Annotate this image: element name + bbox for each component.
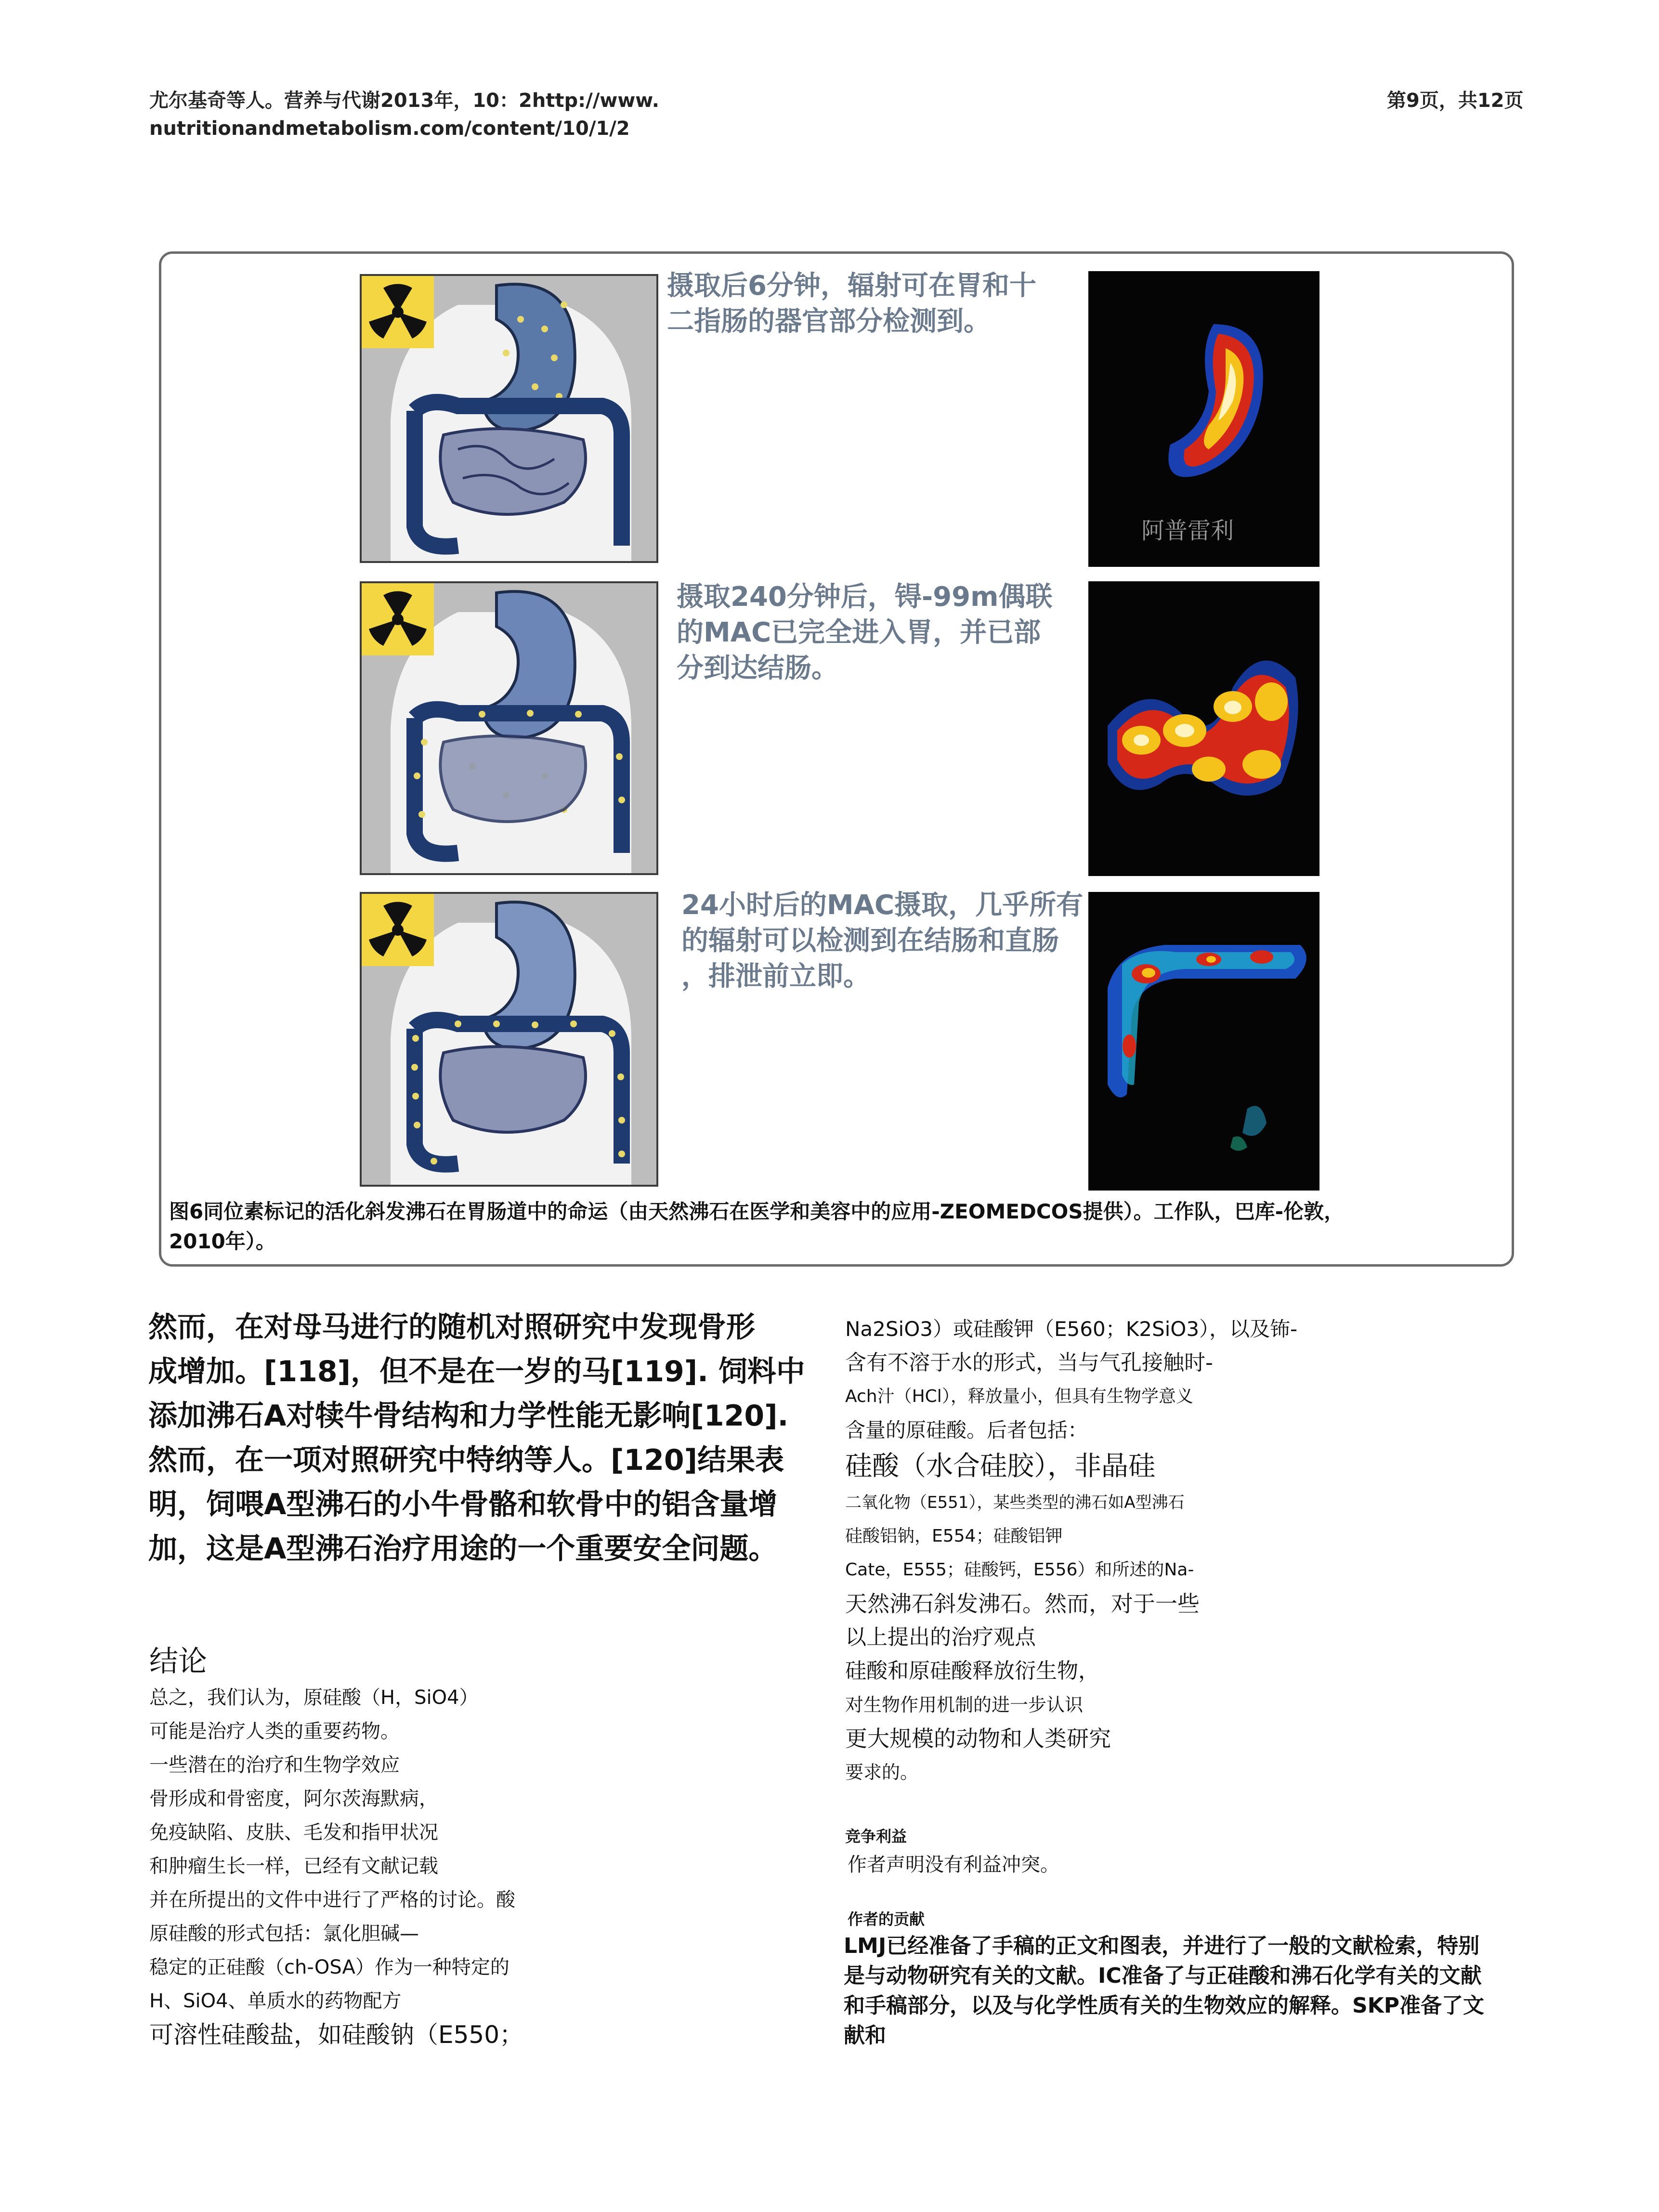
conclusion-line: 并在所提出的文件中进行了严格的讨论。酸: [149, 1889, 515, 1911]
paragraph-line: 成增加。[118]，但不是在一岁的马[119]. 饲料中: [148, 1355, 805, 1388]
paragraph-line: 添加沸石A对犊牛骨结构和力学性能无影响[120].: [148, 1399, 789, 1433]
conclusion-heading: 结论: [149, 1645, 207, 1678]
competing-interests-heading: 竞争利益: [845, 1827, 907, 1846]
panel-2-caption-line: 摄取240分钟后，锝-99m偶联: [677, 581, 1053, 613]
right-line: 硅酸铝钠，E554；硅酸铝钾: [845, 1526, 1063, 1546]
right-line: Ach汁（HCl），释放量小，但具有生物学意义: [845, 1387, 1193, 1406]
page-number: 第9页，共12页: [1387, 90, 1524, 112]
right-line: 硅酸（水合硅胶），非晶硅: [845, 1451, 1155, 1482]
conclusion-line: 原硅酸的形式包括：氯化胆碱—: [149, 1923, 419, 1945]
figure-caption-line: 2010年）。: [169, 1230, 276, 1253]
paragraph-line: 加，这是A型沸石治疗用途的一个重要安全问题。: [148, 1532, 778, 1566]
paragraph-line: 然而，在对母马进行的随机对照研究中发现骨形: [148, 1310, 755, 1344]
right-column-text: [845, 1312, 1297, 1789]
right-line: 天然沸石斜发沸石。然而，对于一些: [845, 1591, 1200, 1617]
paragraph-line: 然而，在一项对照研究中特纳等人。[120]结果表: [148, 1443, 784, 1477]
conclusion-line: 稳定的正硅酸（ch-OSA）作为一种特定的: [149, 1956, 509, 1978]
conclusion-line: H、SiO4、单质水的药物配方: [149, 1990, 402, 2012]
gi-tract-drawing: [362, 583, 656, 873]
citation-line-1: 尤尔基奇等人。营养与代谢2013年，10：2http://www.: [149, 90, 659, 112]
conclusion-line: 可溶性硅酸盐，如硅酸钠（E550；: [149, 2021, 524, 2049]
conclusion-text: [149, 1681, 523, 2052]
gi-tract-drawing: [362, 894, 656, 1185]
paragraph-line: 明，饲喂A型沸石的小牛骨骼和软骨中的铝含量增: [148, 1488, 778, 1521]
right-line: Cate，E555；硅酸钙，E556）和所述的Na-: [845, 1560, 1194, 1580]
panel-3-caption: [681, 888, 1083, 995]
right-line: 以上提出的治疗观点: [845, 1625, 1036, 1649]
conclusion-line: 可能是治疗人类的重要药物。: [149, 1720, 400, 1742]
contrib-line: 献和: [844, 2023, 886, 2048]
scan-label: 阿普雷利: [1141, 517, 1234, 544]
right-line: 要求的。: [845, 1762, 919, 1783]
conclusion-line: 一些潜在的治疗和生物学效应: [149, 1754, 400, 1776]
gi-illustration-6min: [360, 274, 658, 563]
citation-header: [149, 87, 659, 143]
figure-caption: [169, 1197, 1344, 1257]
competing-interests-text: 作者声明没有利益冲突。: [848, 1854, 1059, 1876]
conclusion-line: 总之，我们认为，原硅酸（H，SiO4）: [149, 1687, 479, 1709]
left-paragraph: [148, 1305, 805, 1571]
contrib-line: LMJ已经准备了手稿的正文和图表，并进行了一般的文献检索，特别: [844, 1934, 1480, 1958]
gi-illustration-240min: [360, 581, 658, 875]
panel-1-caption-line: 二指肠的器官部分检测到。: [667, 306, 991, 337]
right-line: 含量的原硅酸。后者包括：: [845, 1418, 1088, 1442]
figure-6: [159, 251, 1514, 1267]
right-line: 含有不溶于水的形式，当与气孔接触时-: [845, 1350, 1213, 1375]
scintigraphy-6min: [1088, 271, 1319, 567]
right-line: 硅酸和原硅酸释放衍生物，: [845, 1659, 1099, 1683]
gi-tract-drawing: [362, 276, 656, 561]
panel-3-caption-line: 24小时后的MAC摄取，几乎所有: [681, 890, 1084, 921]
figure-caption-line: 图6同位素标记的活化斜发沸石在胃肠道中的命运（由天然沸石在医学和美容中的应用-ZEOMEDCOS提供）。工作队，巴库-伦敦，: [169, 1200, 1345, 1223]
scan-image: [1088, 581, 1319, 876]
conclusion-line: 和肿瘤生长一样，已经有文献记载: [149, 1855, 438, 1877]
conclusion-line: 骨形成和骨密度，阿尔茨海默病，: [149, 1788, 438, 1810]
panel-2-caption-line: 分到达结肠。: [677, 653, 838, 684]
panel-2-caption: [677, 579, 1052, 686]
right-line: 更大规模的动物和人类研究: [845, 1726, 1111, 1752]
right-line: Na2SiO3）或硅酸钾（E560；K2SiO3），以及钸-: [845, 1317, 1298, 1341]
contrib-line: 和手稿部分，以及与化学性质有关的生物效应的解释。SKP准备了文: [844, 1993, 1485, 2018]
citation-line-2: nutritionandmetabolism.com/content/10/1/2: [149, 118, 630, 140]
gi-illustration-24h: [360, 892, 658, 1187]
scintigraphy-240min: [1088, 581, 1319, 876]
contributions-heading: 作者的贡献: [848, 1910, 925, 1928]
scan-image: [1088, 892, 1319, 1191]
panel-1-caption: [667, 268, 1036, 340]
right-line: 对生物作用机制的进一步认识: [845, 1694, 1084, 1715]
scintigraphy-24h: [1088, 892, 1319, 1191]
panel-1-caption-line: 摄取后6分钟，辐射可在胃和十: [667, 270, 1036, 301]
contrib-line: 是与动物研究有关的文献。IC准备了与正硅酸和沸石化学有关的文献: [844, 1963, 1482, 1988]
contributions-text: [844, 1931, 1484, 2051]
panel-3-caption-line: ，排泄前立即。: [681, 961, 870, 992]
conclusion-line: 免疫缺陷、皮肤、毛发和指甲状况: [149, 1821, 438, 1844]
right-line: 二氧化物（E551），某些类型的沸石如A型沸石: [845, 1493, 1185, 1512]
panel-2-caption-line: 的MAC已完全进入胃，并已部: [677, 617, 1041, 648]
panel-3-caption-line: 的辐射可以检测到在结肠和直肠: [681, 925, 1059, 956]
